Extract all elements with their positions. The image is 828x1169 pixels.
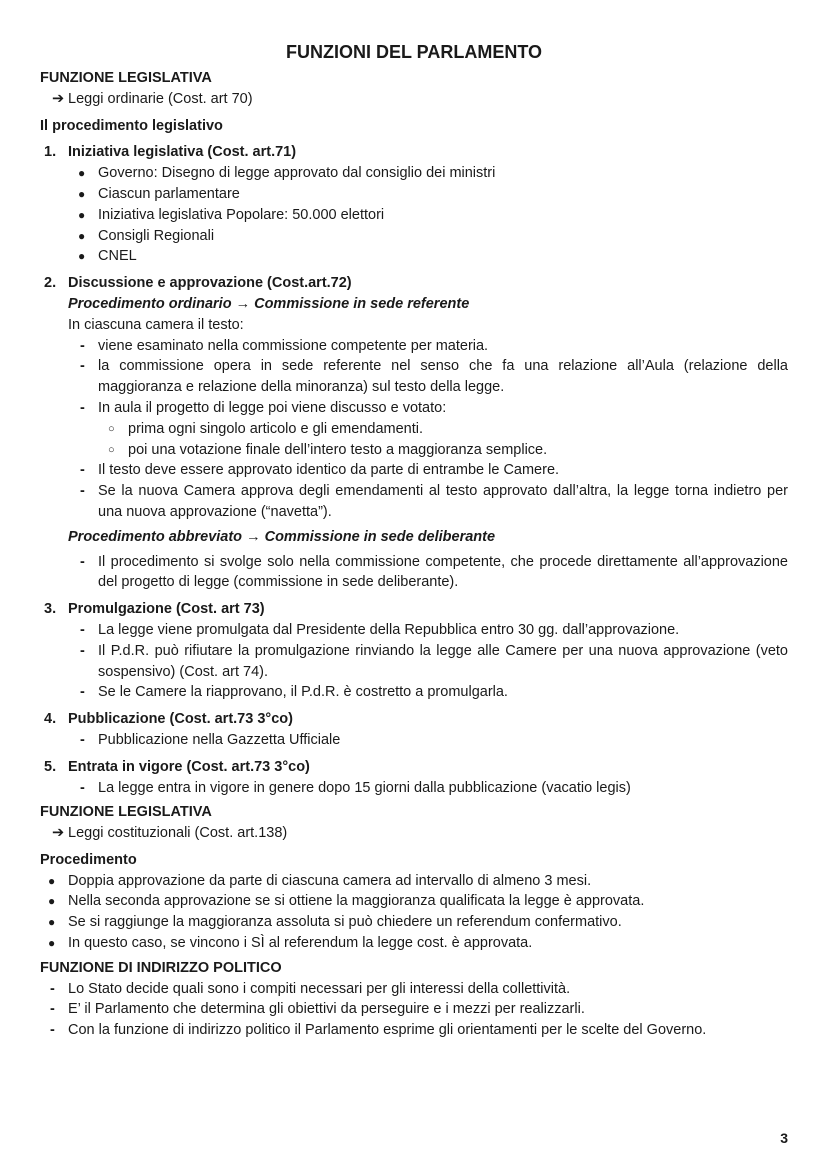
circle-item: ○ prima ogni singolo articolo e gli emendamenti. bbox=[108, 420, 423, 437]
procedure-heading: Procedimento abbreviato → Commissione in sede deliberante bbox=[68, 528, 496, 545]
section-heading-legislativa-2: FUNZIONE LEGISLATIVA bbox=[40, 804, 212, 821]
bullet-item: ● Consigli Regionali bbox=[78, 227, 215, 244]
document-page bbox=[40, 40, 788, 1041]
subheading-procedimento: Procedimento bbox=[40, 851, 137, 868]
arrow-icon: ➔ bbox=[52, 90, 65, 107]
page-number: 3 bbox=[780, 1130, 788, 1146]
bullet-item: ● Governo: Disegno di legge approvato dal consiglio dei ministri bbox=[78, 165, 496, 182]
arrow-item: ➔ Leggi costituzionali (Cost. art.138) bbox=[40, 823, 788, 844]
dash-item: - viene esaminato nella commissione competente per materia. bbox=[80, 337, 489, 354]
bullet-item: ● Nella seconda approvazione se si ottiene la maggioranza qualificata la legge è approvata. bbox=[48, 893, 645, 910]
bullet-item: ● In questo caso, se vincono i SÌ al referendum la legge cost. è approvata. bbox=[48, 935, 533, 952]
numbered-item: 2. Discussione e approvazione (Cost.art.72) bbox=[44, 275, 352, 292]
arrow-icon: ➔ bbox=[52, 825, 65, 842]
dash-item: - Pubblicazione nella Gazzetta Ufficiale bbox=[80, 731, 341, 748]
bullet-item: ● Se si raggiunge la maggioranza assoluta si può chiedere un referendum confermativo. bbox=[48, 914, 622, 931]
dash-item: - La legge entra in vigore in genere dopo 15 giorni dalla pubblicazione (vacatio legis) bbox=[80, 779, 631, 796]
dash-item: - Il procedimento si svolge solo nella commissione competente, che procede direttamente all’approvazione del progetto di legge (commissione in sede deliberante). bbox=[80, 553, 788, 591]
dash-item: - Se la nuova Camera approva degli emendamenti al testo approvato dall’altra, la legge torna indietro per una nuova approvazione (“navetta”). bbox=[80, 483, 788, 520]
procedure-heading: Procedimento ordinario → Commissione in sede referente bbox=[68, 295, 470, 312]
dash-item: - Con la funzione di indirizzo politico il Parlamento esprime gli orientamenti per le scelte del Governo. bbox=[50, 1022, 707, 1039]
dash-item: - Se le Camere la riapprovano, il P.d.R. è costretto a promulgarla. bbox=[80, 684, 508, 701]
numbered-item: 4. Pubblicazione (Cost. art.73 3°co) bbox=[44, 711, 293, 728]
bullet-item: ● Doppia approvazione da parte di ciascuna camera ad intervallo di almeno 3 mesi. bbox=[48, 872, 592, 889]
arrow-item: ➔ Leggi ordinarie (Cost. art 70) bbox=[40, 89, 788, 110]
section-heading-legislativa: FUNZIONE LEGISLATIVA bbox=[40, 70, 212, 86]
numbered-item: 3. Promulgazione (Cost. art 73) bbox=[44, 601, 265, 618]
section-heading-indirizzo-politico: FUNZIONE DI INDIRIZZO POLITICO bbox=[40, 959, 282, 976]
dash-item: - la commissione opera in sede referente nel senso che fa una relazione all’Aula (relazione della maggioranza e relazione della minoranza) sul testo della legge. bbox=[80, 358, 788, 396]
numbered-item: 1. Iniziativa legislativa (Cost. art.71) bbox=[44, 144, 297, 161]
circle-item: ○ poi una votazione finale dell’intero testo a maggioranza semplice. bbox=[108, 441, 548, 458]
intro-text: In ciascuna camera il testo: bbox=[68, 316, 244, 333]
dash-item: - Lo Stato decide quali sono i compiti necessari per gli interessi della collettività. bbox=[50, 980, 571, 997]
page-title: FUNZIONI DEL PARLAMENTO bbox=[286, 42, 542, 62]
subheading-procedimento-legislativo: Il procedimento legislativo bbox=[40, 117, 223, 134]
bullet-item: ● Iniziativa legislativa Popolare: 50.000 elettori bbox=[78, 206, 385, 223]
dash-item: - Il testo deve essere approvato identico da parte di entrambe le Camere. bbox=[80, 462, 560, 479]
bullet-item: ● Ciascun parlamentare bbox=[78, 185, 240, 202]
bullet-item: ● CNEL bbox=[78, 248, 137, 265]
numbered-item: 5. Entrata in vigore (Cost. art.73 3°co) bbox=[44, 758, 310, 775]
dash-item: - La legge viene promulgata dal Presidente della Repubblica entro 30 gg. dall’approvazione. bbox=[80, 621, 680, 638]
dash-item: - Il P.d.R. può rifiutare la promulgazione rinviando la legge alle Camere per una nuova approvazione (veto sospensivo) (Cost. art 74). bbox=[80, 642, 788, 680]
dash-item: - In aula il progetto di legge poi viene discusso e votato: bbox=[80, 399, 447, 416]
dash-item: - E’ il Parlamento che determina gli obiettivi da perseguire e i mezzi per realizzarli. bbox=[50, 1001, 585, 1018]
